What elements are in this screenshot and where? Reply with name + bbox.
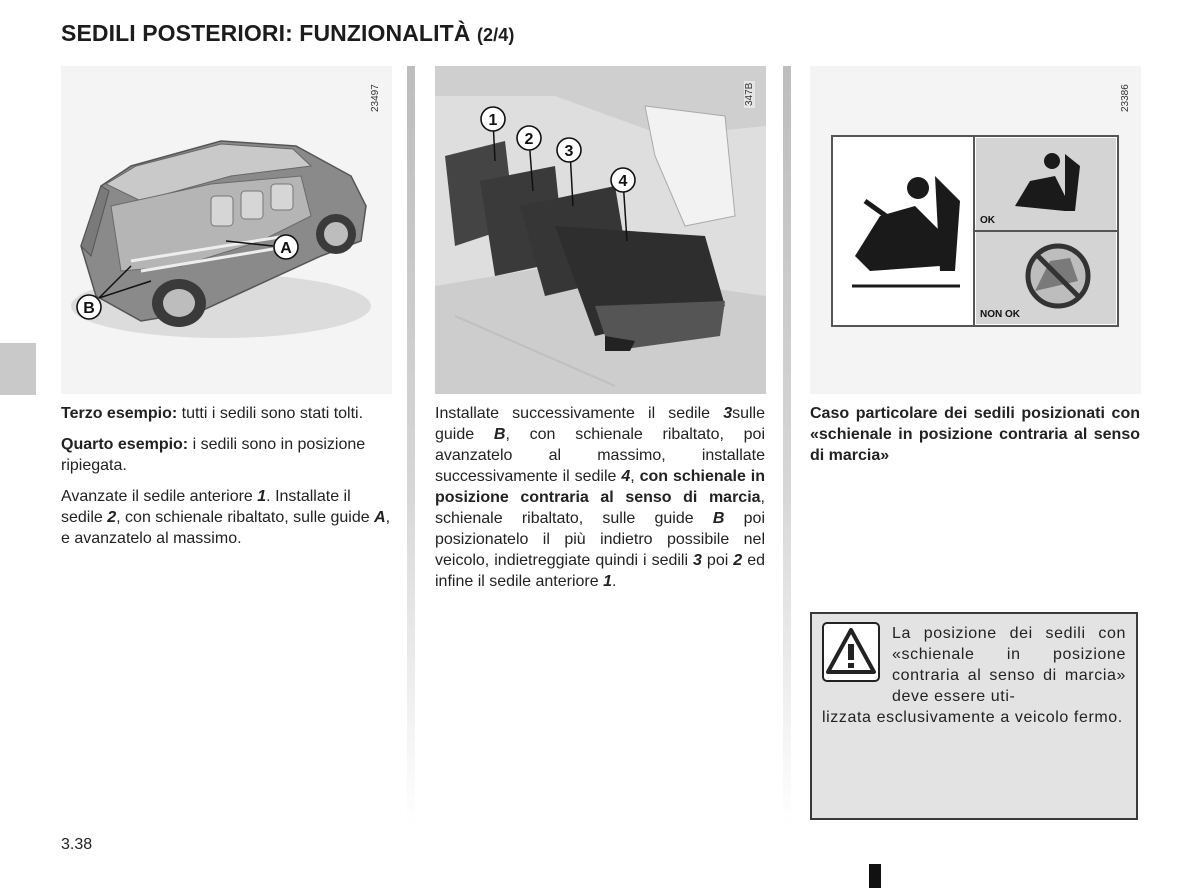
ref-rail-b: B xyxy=(712,510,725,527)
text-fragment: sulle guide xyxy=(435,405,765,443)
callout-b: B xyxy=(83,300,95,317)
column-separator-1 xyxy=(407,66,415,826)
column-separator-2 xyxy=(783,66,791,826)
text-fragment: , schienale ribaltato, sulle guide xyxy=(435,489,765,527)
non-ok-label: NON OK xyxy=(980,309,1020,320)
text-fragment: poi posizionatelo il più indietro possibile nel veicolo, indietreggiate quindi i sedili xyxy=(435,510,765,569)
warning-text-continued: lizzata esclusivamente a veicolo fermo. xyxy=(822,709,1123,726)
text-fragment: . Installate il sedile xyxy=(61,488,351,526)
callout-1: 1 xyxy=(488,112,498,129)
label-terzo-esempio: Terzo esempio: xyxy=(61,405,178,422)
text-terzo-esempio: tutti i sedili sono stati tolti. xyxy=(177,405,364,422)
paragraph-installation xyxy=(435,403,765,592)
ref-seat-1: 1 xyxy=(603,573,612,590)
column-1-text xyxy=(61,403,391,559)
column-2-text xyxy=(435,403,765,602)
text-fragment: , con schienale ribaltato, poi avanzatelo al massimo, installate successivamente il sedile xyxy=(435,426,766,485)
warning-text: La posizione dei sedili con «schienale in posizione contraria al senso di marcia» deve essere uti- xyxy=(892,625,1126,705)
ref-rail-b: B xyxy=(493,426,506,443)
page-title xyxy=(61,20,514,47)
text-quarto-esempio: i sedili sono in posizione ripiegata. xyxy=(61,436,366,474)
figure-code-right: 23386 xyxy=(1120,84,1131,112)
special-case-heading: Caso particolare dei sedili posizionati con «schienale in posizione contraria al senso di marcia» xyxy=(810,405,1140,464)
text-fragment: , con schienale ribaltato, sulle guide xyxy=(116,509,375,526)
text-fragment: Avanzate il sedile anteriore xyxy=(61,488,258,505)
chapter-tab xyxy=(0,343,36,395)
text-fragment: ed infine il sedile anteriore xyxy=(435,552,765,590)
car-illustration xyxy=(61,66,392,394)
figure-code-middle: 347B xyxy=(744,82,755,106)
paragraph-terzo-esempio xyxy=(61,403,391,424)
text-fragment: Installate successivamente il sedile xyxy=(435,405,724,422)
pictogram-panel xyxy=(810,66,1141,394)
paragraph-quarto-esempio xyxy=(61,434,391,476)
page-title-text: SEDILI POSTERIORI: FUNZIONALITÀ xyxy=(61,20,471,46)
callout-3: 3 xyxy=(564,143,574,160)
ref-seat-3: 3 xyxy=(693,552,702,569)
callout-a: A xyxy=(280,240,292,257)
ref-seat-2: 2 xyxy=(733,552,743,569)
ref-seat-3: 3 xyxy=(723,405,733,422)
figure-car-rails xyxy=(61,66,392,394)
label-quarto-esempio: Quarto esempio: xyxy=(61,436,189,453)
ref-seat-2: 2 xyxy=(107,509,117,526)
figure-pictograms xyxy=(810,66,1141,394)
ref-rail-a: A xyxy=(374,509,386,526)
page-title-part: (2/4) xyxy=(476,25,515,45)
figure-code-left: 23497 xyxy=(370,84,381,112)
ref-seat-1: 1 xyxy=(257,488,267,505)
text-fragment: . xyxy=(612,573,617,590)
ok-label: OK xyxy=(980,215,995,226)
text-fragment: , xyxy=(630,468,640,485)
emphasis-reverse-position: con schienale in posizione contraria al senso di marcia xyxy=(435,468,766,506)
text-fragment: poi xyxy=(701,552,734,569)
seats-illustration xyxy=(435,66,766,394)
paragraph-instructions xyxy=(61,486,391,549)
figure-seats xyxy=(435,66,766,394)
warning-icon xyxy=(822,622,880,682)
text-fragment: , e avanzatelo al massimo. xyxy=(61,509,391,547)
page-number: 3.38 xyxy=(61,836,93,853)
page-edge-marker xyxy=(869,864,881,888)
callout-4: 4 xyxy=(618,173,628,190)
callout-2: 2 xyxy=(524,131,534,148)
ref-seat-4: 4 xyxy=(621,468,631,485)
